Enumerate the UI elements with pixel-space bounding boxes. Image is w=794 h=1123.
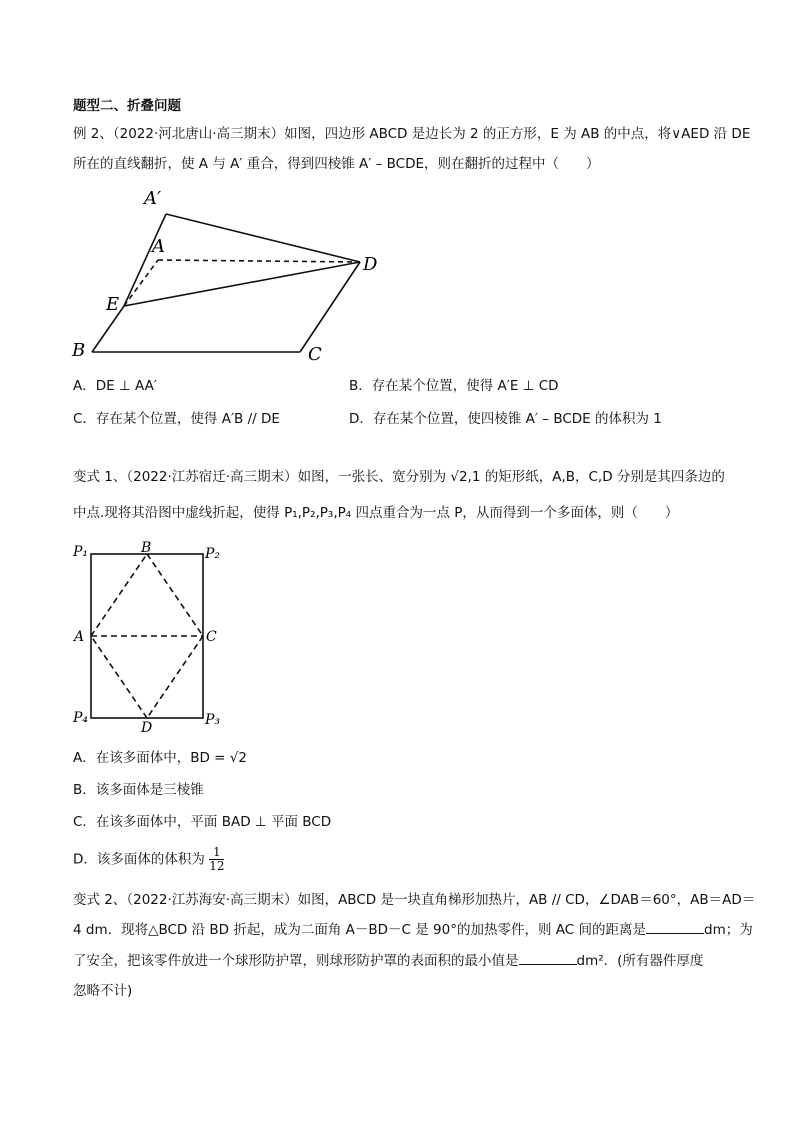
variant1-option-c: C．在该多面体中，平面 BAD ⊥ 平面 BCD: [73, 814, 332, 830]
label-B: B: [141, 540, 152, 556]
example2-figure: [60, 182, 380, 362]
variant1-option-d: [73, 846, 224, 873]
variant2-line2: [73, 920, 753, 940]
edge-E-D: [124, 262, 360, 306]
fraction-numerator: 1: [209, 846, 224, 860]
variant1-option-b: B．该多面体是三棱锥: [73, 782, 204, 798]
label-P4: P₄: [73, 710, 89, 726]
edge-A-D-dashed: [158, 260, 360, 262]
fraction-one-twelfth: [209, 846, 224, 873]
edge-Aprime-D: [166, 214, 360, 262]
variant2-line4: 忽略不计): [73, 983, 133, 999]
example2-line1: 例 2、（2022·河北唐山·高三期末）如图，四边形 ABCD 是边长为 2 的正方形，E 为 AB 的中点，将∨AED 沿 DE: [73, 126, 751, 142]
dash-B-C: [147, 554, 203, 636]
label-P3: P₃: [205, 712, 221, 728]
fraction-denominator: 12: [209, 859, 225, 873]
variant1-line2: 中点.现将其沿图中虚线折起，使得 P₁,P₂,P₃,P₄ 四点重合为一点 P，从而得到一个多面体，则（ ）: [73, 505, 679, 521]
variant1-figure: [68, 538, 248, 738]
edge-C-D: [300, 262, 360, 352]
example2-line2: 所在的直线翻折，使 A 与 A′ 重合，得到四棱锥 A′ – BCDE，则在翻折的过程中（ ）: [73, 156, 600, 172]
variant1-option-d-text: D．该多面体的体积为: [73, 851, 205, 868]
dash-A-B: [91, 554, 147, 636]
example2-option-d: D．存在某个位置，使四棱锥 A′ – BCDE 的体积为 1: [349, 411, 662, 427]
answer-blank-2: [519, 952, 577, 965]
label-A: A: [152, 236, 165, 257]
variant2-line3-text: 了安全，把该零件放进一个球形防护罩，则球形防护罩的表面积的最小值是: [73, 953, 519, 969]
label-C: C: [206, 629, 217, 645]
dash-C-D: [147, 636, 203, 718]
label-E: E: [106, 294, 120, 315]
variant1-option-a: A．在该多面体中，BD = √2: [73, 750, 247, 766]
answer-blank-1: [646, 921, 704, 934]
section-title: 题型二、折叠问题: [73, 98, 181, 114]
variant2-line1: 变式 2、（2022·江苏海安·高三期末）如图，ABCD 是一块直角梯形加热片，AB // CD，∠DAB＝60°，AB＝AD＝: [73, 892, 756, 908]
variant1-line1: 变式 1、（2022·江苏宿迁·高三期末）如图，一张长、宽分别为 √2,1 的矩形纸，A,B，C,D 分别是其四条边的: [73, 469, 725, 485]
label-P1: P₁: [73, 544, 89, 560]
example2-option-a: A．DE ⊥ AA′: [73, 378, 157, 394]
label-D: D: [141, 720, 153, 736]
variant2-line3: [73, 951, 703, 971]
label-D: D: [363, 254, 378, 275]
variant2-line2-text: 4 dm．现将△BCD 沿 BD 折起，成为二面角 A－BD－C 是 90°的加热零件，则 AC 间的距离是: [73, 922, 646, 938]
variant2-line3-unit: dm²．(所有器件厚度: [576, 953, 704, 969]
example2-option-b: B．存在某个位置，使得 A′E ⊥ CD: [349, 378, 559, 394]
variant2-line2-unit: dm；为: [704, 922, 753, 938]
label-A: A: [74, 629, 85, 645]
label-B: B: [72, 340, 86, 361]
label-A-prime: A′: [144, 188, 162, 209]
label-P2: P₂: [205, 546, 221, 562]
dash-D-A: [91, 636, 147, 718]
example2-option-c: C．存在某个位置，使得 A′B // DE: [73, 411, 280, 427]
label-C: C: [308, 344, 322, 362]
